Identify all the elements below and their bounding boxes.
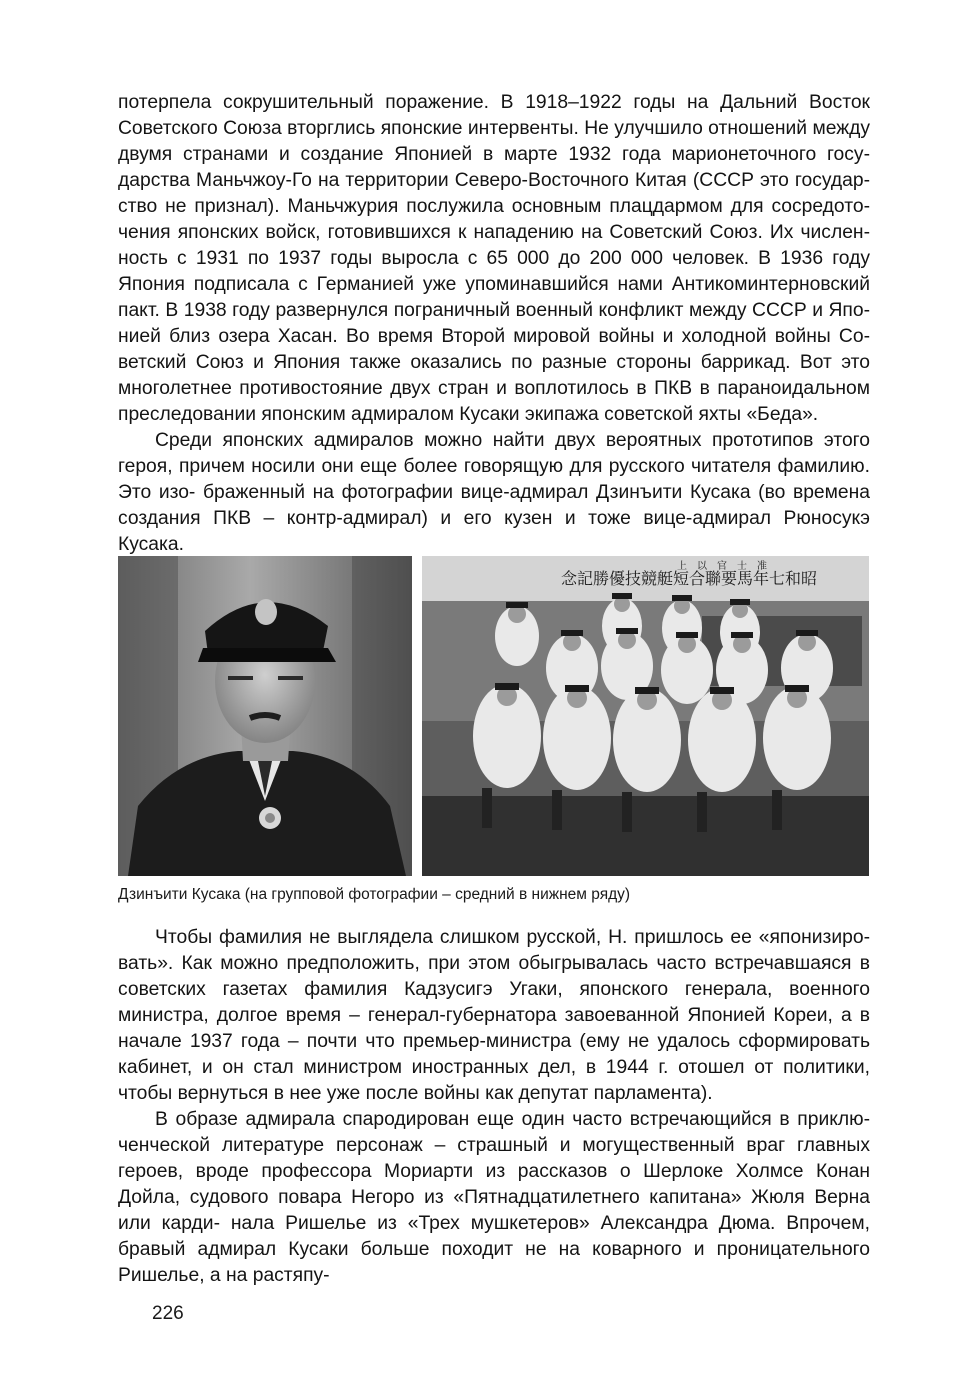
paragraph-4: В образе адмирала спародирован еще один часто встречающийся в приклю- ченческой литературе персонаж – страшный и могущественный враг главных героев, вроде профессора Мориарти из рассказов о Шерлоке Холмсе Конан Дойла, судового повара Негоро из «Пятнадцатилетнего капитана» Жюля Верна или карди- нала Ришелье из «Трех мушкетеров» Александра Дюма. Впрочем, бравый адмирал Кусаки больше походит не на коварного и проницательного Ришелье, а на растяпу-: [118, 1109, 870, 1286]
body-text-top: [118, 90, 870, 558]
paragraph-2: Среди японских адмиралов можно найти двух вероятных прототипов этого героя, причем носили они еще более говорящую для русского читателя фамилию. Это изо- браженный на фотографии вице-адмирал Дзинъити Кусака (во времена создания ПКВ – контр-адмирал) и его кузен и тоже вице-адмирал Рюносукэ Кусака.: [118, 430, 870, 555]
portrait-illustration: [118, 556, 412, 876]
paragraph-1: потерпела сокрушительный поражение. В 1918–1922 годы на Дальний Восток Советского Союза вторглись японские интервенты. Не улучшило отношений между двумя странами и создание Японией в марте 1932 года марионеточного госу- дарства Маньчжоу-Го на территории Северо-Восточного Китая (СССР это государ- ство не признал). Маньчжурия послужила основным плацдармом для сосредото- чения японских войск, готовившихся к нападению на Советский Союз. Их числен- ность с 1931 по 1937 годы выросла с 65 000 до 200 000 человек. В 1936 году Япония подписала с Германией уже упоминавшийся нами Антикоминтерновский пакт. В 1938 году развернулся пограничный военный конфликт между СССР и Япо- нией близ озера Хасан. Во время Второй мировой войны и холодной войны Со- ветский Союз и Япония также оказались по разные стороны баррикад. Вот это многолетнее противостояние двух стран и воплотилось в ПКВ в параноидальном преследовании японским адмиралом Кусаки экипажа советской яхты «Беда».: [118, 92, 870, 425]
page-number: 226: [152, 1303, 184, 1324]
portrait-photo: [118, 556, 412, 876]
body-text-bottom: [118, 925, 870, 1289]
group-photo-banner: 念記勝優技競艇短合聯要馬年七和昭: [560, 569, 817, 588]
group-photo-banner-subtext: 上 以 官 士 准: [677, 561, 767, 572]
paragraph-3: Чтобы фамилия не выглядела слишком русской, Н. пришлось ее «японизиро- вать». Как можно предположить, при этом обыгрывалась часто встречавшаяся в советских газетах фамилия Кадзусигэ Угаки, японского генерала, военного министра, долгое время – генерал-губернатора завоеванной Японией Кореи, а в начале 1937 года – почти что премьер-министра (ему не удалось сформировать кабинет, и он стал министром иностранных дел, в 1944 г. отошел от политики, чтобы вернуться в нее уже после войны как депутат парламента).: [118, 927, 870, 1104]
group-photo: [422, 556, 869, 876]
figure-caption: Дзинъити Кусака (на групповой фотографии – средний в нижнем ряду): [118, 886, 631, 903]
group-illustration: [422, 556, 869, 876]
